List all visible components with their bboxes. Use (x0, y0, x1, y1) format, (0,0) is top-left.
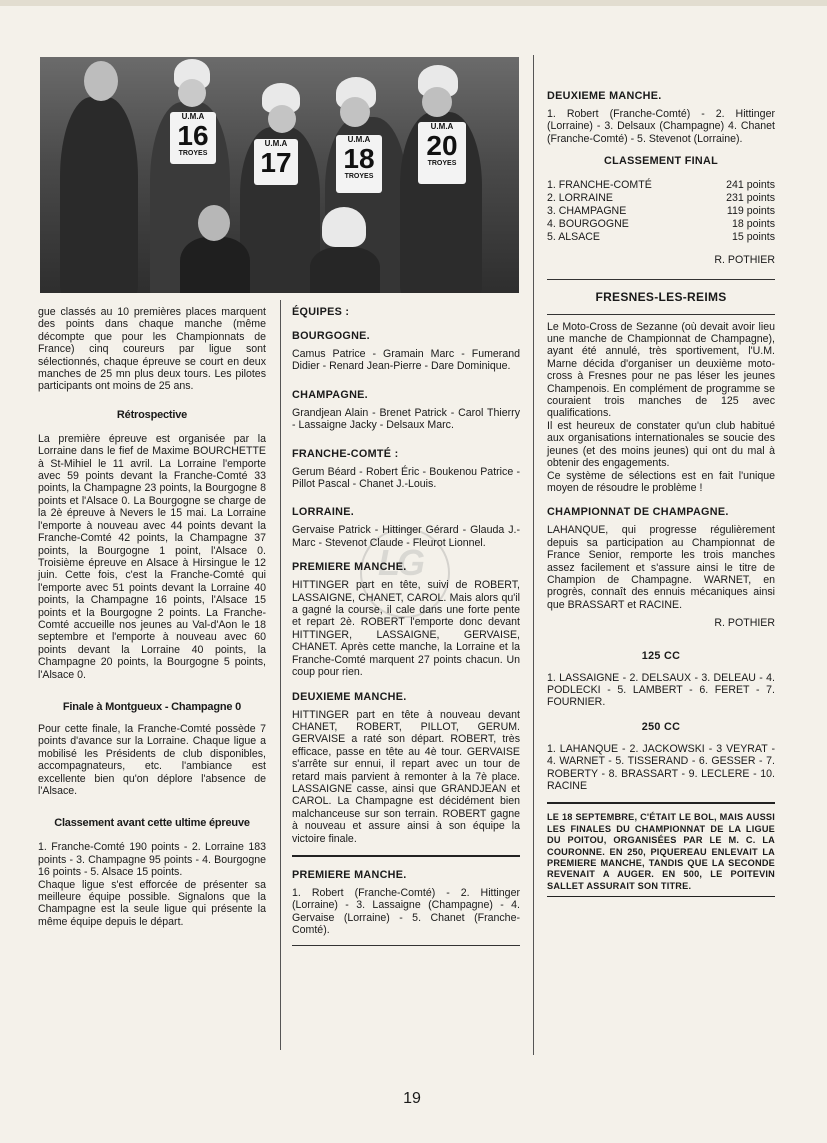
bib-20: U.M.A 20 TROYES (418, 122, 466, 184)
lorraine-heading: LORRAINE. (292, 506, 355, 519)
table-row: 5. ALSACE 15 points (547, 231, 775, 244)
fresnes-text-2: Il est heureux de constater qu'un club habitué aux organisations internationales se soucie des jeunes (et des moins jeunes) qui ont du mal à obtenir des engagements. (547, 419, 775, 470)
champagne-championship-text: LAHANQUE, qui progresse régulièrement depuis sa participation au Championnat de France Senior, remporte les trois manches assez facilement et s'assure ainsi le titre de Champion de Champagne. WARNET, en progrès, connaît des ennuis mécaniques ainsi que BRASSART et RACINE. (547, 524, 775, 611)
champagne-heading: CHAMPAGNE. (292, 388, 368, 401)
final-ranking-heading: CLASSEMENT FINAL (604, 155, 718, 168)
class-125-results: 1. LASSAIGNE - 2. DELSAUX - 3. DELEAU - 4. PODLECKI - 5. LAMBERT - 6. FERET - 7. FOURNIER. (547, 671, 775, 709)
fresnes-text-3: Ce système de sélections est en fait l'unique moyen de résoudre le problème ! (547, 469, 775, 494)
bib-16: U.M.A 16 TROYES (170, 112, 216, 164)
first-heat-results-heading: PREMIERE MANCHE. (292, 868, 407, 881)
intro-paragraph: gue classés au 10 premières places marquent des points dans chaque manche (même décompte que pour les Championnats de France) cinq coureurs par ligue sont sélectionnés, chaque épreuve se court en deux manches de 25 mn plus deux tours. Les pilotes participants ont moins de 25 ans. (38, 306, 266, 393)
finale-text: Pour cette finale, la Franche-Comté possède 7 points d'avance sur la Lorraine. Chaque ligue a mobilisé les Présidents de club disponibles, accompagnateurs, etc. l'ambiance est excellente bien qu'on déplore l'absence de l'Alsace. (38, 722, 266, 797)
class-250-heading: 250 CC (641, 720, 681, 733)
franche-comte-team: Gerum Béard - Robert Éric - Boukenou Patrice - Pillot Pascal - Chanet J.-Louis. (292, 465, 520, 491)
closing-text: Chaque ligue s'est efforcée de présenter sa meilleure équipe possible. Signalons que la Champagne est la seule ligue qui présente la même équipe depuis le départ. (38, 878, 266, 928)
team-photo (40, 57, 519, 293)
bourgogne-team: Camus Patrice - Gramain Marc - Fumerand Didier - Renard Jean-Pierre - Dare Dominique. (292, 348, 520, 373)
column-middle (292, 306, 520, 952)
first-heat-heading: PREMIERE MANCHE. (292, 561, 407, 574)
poitou-text: LE 18 SEPTEMBRE, C'ÉTAIT LE BOL, MAIS AUSSI LES FINALES DU CHAMPIONNAT DE LA LIGUE DU POITOU, ORGANISÉES PAR LE M. C. LA COURONNE. EN 250, PIQUEREAU ENLEVAIT LA PREMIERE MANCHE, TANDIS QUE LA SECONDE REVENAIT A AUGER. EN 500, LE POITEVIN SALLET ASSURAIT SON TITRE. (547, 812, 775, 891)
bib-17: U.M.A 17 (254, 139, 298, 185)
table-row: 4. BOURGOGNE 18 points (547, 218, 775, 231)
retrospective-heading: Rétrospective (116, 408, 188, 421)
final-ranking-table (547, 179, 775, 244)
column-right (547, 90, 775, 897)
lorraine-team: Gervaise Patrick - Hittinger Gérard - Glauda J.-Marc - Stevenot Claude - Fleurot Lionnel. (292, 524, 520, 549)
finale-heading: Finale à Montgueux - Champagne 0 (62, 700, 242, 713)
second-heat-heading: DEUXIEME MANCHE. (292, 690, 407, 703)
class-250-results: 1. LAHANQUE - 2. JACKOWSKI - 3 VEYRAT - 4. WARNET - 5. TISSERAND - 6. GESSER - 7. ROBERTY - 8. BRASSART - 9. LECLERE - 10. RACINE (547, 742, 775, 792)
fresnes-heading: FRESNES-LES-REIMS (595, 289, 727, 304)
column-left (38, 306, 266, 928)
column-rule-1 (280, 300, 281, 1050)
poitou-box (547, 802, 775, 897)
champagne-championship-heading: CHAMPIONNAT DE CHAMPAGNE. (547, 506, 729, 519)
bib-18: U.M.A 18 TROYES (336, 135, 382, 193)
top-edge (0, 0, 827, 6)
first-heat-text: HITTINGER part en tête, suivi de ROBERT, LASSAIGNE, CHANET, CAROL. Mais alors qu'il a gagné la course, il cale dans une forte pente et repart 2è. ROBERT l'emporte donc devant HITTINGER, LASSAIGNE, GERVAISE, CHANET. Après cette manche, la Lorraine et la Franche-Comté marquent 27 points chacun. Un coup pour rien. (292, 579, 520, 679)
fresnes-text-1: Le Moto-Cross de Sezanne (où devait avoir lieu une manche de Championnat de Champagne), ayant été annulé, très sportivement, l'U.M. Marne décida d'organiser un deuxième moto-cross à Fresnes pour ne pas léser les jeunes Champenois. En complément de programme se couraient trois manches de 125 avec qualifications. (547, 320, 775, 420)
table-row: 1. FRANCHE-COMTÉ 241 points (547, 179, 775, 192)
class-125-heading: 125 CC (641, 649, 681, 662)
table-row: 2. LORRAINE 231 points (547, 192, 775, 205)
second-heat-text: HITTINGER part en tête à nouveau devant CHANET, ROBERT, PILLOT, GERUM. GERVAISE a raté son départ. ROBERT, très efficace, passe en tête au 4è tour. GERVAISE s'arrête sur ennui, il repart avec un tour de retard mais parvient à remonter à la 7è place. LASSAIGNE casse, ainsi que GRANDJEAN et CAROL. La Champagne est décidément bien malchanceuse sur son terrain. ROBERT gagne à nouveau et assure ainsi à son équipe la victoire finale. (292, 708, 520, 845)
teams-heading: ÉQUIPES : (292, 306, 350, 318)
classement-heading: Classement avant cette ultime épreuve (54, 817, 250, 830)
bourgogne-heading: BOURGOGNE. (292, 330, 370, 342)
classement-text: 1. Franche-Comté 190 points - 2. Lorraine 183 points - 3. Champagne 95 points - 4. Bourgogne 16 points - 5. Alsace 15 points. (38, 841, 266, 879)
first-heat-results: 1. Robert (Franche-Comté) - 2. Hittinger (Lorraine) - 3. Lassaigne (Champagne) - 4. Gervaise (Lorraine) - 5. Chanet (Franche-Comté). (292, 886, 520, 937)
page-number: 19 (403, 1090, 421, 1107)
watermark-logo: LG (360, 528, 450, 618)
author-signature-2: R. POTHIER (714, 617, 775, 630)
franche-comte-heading: FRANCHE-COMTÉ : (292, 447, 399, 460)
author-signature: R. POTHIER (714, 254, 775, 267)
second-heat-results: 1. Robert (Franche-Comté) - 2. Hittinger (Lorraine) - 3. Delsaux (Champagne) 4. Chanet (Franche-Comté) - 5. Stevenot (Lorraine). (547, 108, 775, 145)
second-heat-results-heading: DEUXIEME MANCHE. (547, 90, 662, 102)
column-rule-2 (533, 55, 534, 1055)
champagne-team: Grandjean Alain - Brenet Patrick - Carol Thierry - Lassaigne Jacky - Delsaux Marc. (292, 406, 520, 432)
retrospective-text: La première épreuve est organisée par la Lorraine dans le fief de Maxime BOURCHETTE à St-Mihiel le 11 avril. La Lorraine l'emporte avec 59 points devant la Franche-Comté 33 points, la Champagne 23 points, la Bourgogne 8 points et l'Alsace 0. La Bourgogne se charge de la 2è épreuve à Nevers le 15 mai. La Lorraine l'emporte à nouveau avec 44 points devant la Franche-Comté 42 points, la Champagne 37 points, la Bourgogne 1 point, l'Alsace 0. Troisième épreuve en Alsace à Hirsingue le 12 juin. Cette fois, c'est la Franche-Comté qui l'emporte avec 51 points devant la Lorraine 40 points, la Champagne 16 points, l'Alsace 15 points et la Bourgogne 2 points. La Franche-Comté accueille nos jeunes au Val-d'Aon le 18 septembre et l'emporte à nouveau avec 60 points devant la Lorraine 40 points, la Champagne 20 points, la Bourgogne 5 points, l'Alsace 0. (38, 432, 266, 681)
table-row: 3. CHAMPAGNE 119 points (547, 205, 775, 218)
